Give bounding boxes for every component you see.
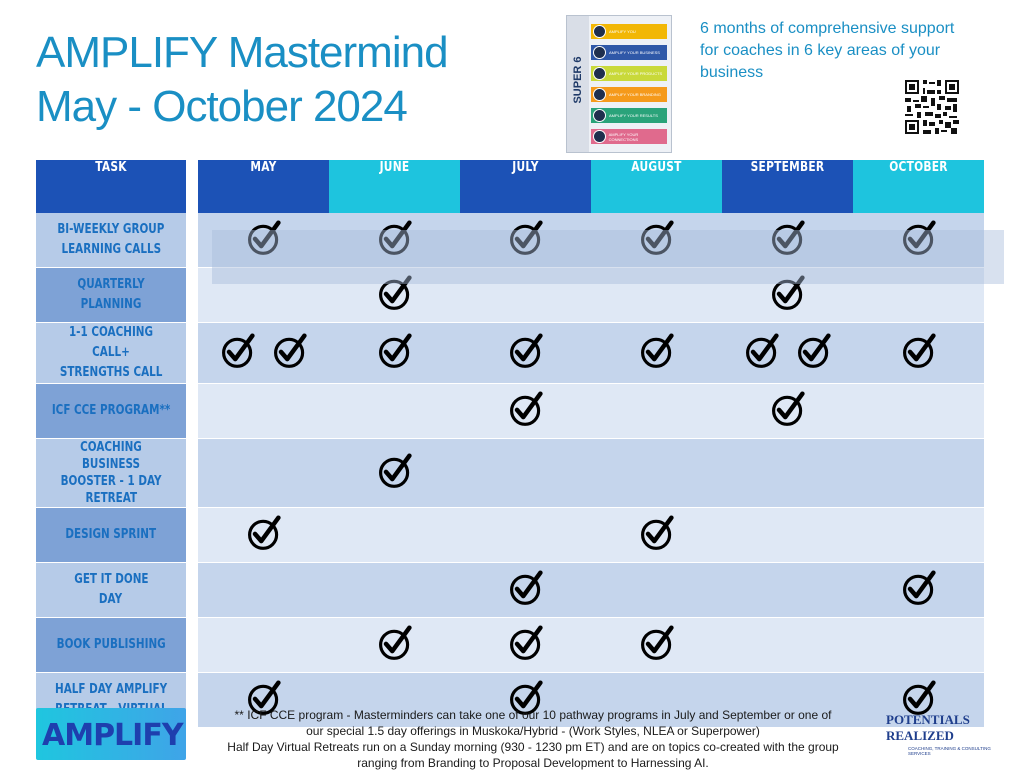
schedule-cell (198, 618, 329, 673)
schedule-cell (591, 323, 722, 384)
task-header-cell (36, 160, 186, 213)
book-band (591, 66, 667, 81)
schedule-cell (460, 384, 591, 439)
brand-name: POTENTIALS REALIZED (886, 712, 970, 743)
band-label: AMPLIFY YOUR BRANDING (609, 92, 661, 97)
check-icon (796, 333, 832, 369)
task-label-line: PLANNING (80, 297, 142, 312)
month-header-row (36, 160, 984, 213)
task-label-line: BOOK PUBLISHING (56, 637, 166, 652)
title-line-2: May - October 2024 (36, 82, 407, 131)
task-label-cell (36, 384, 186, 439)
task-label-line: BOOSTER - 1 DAY (60, 474, 162, 489)
schedule-cell (329, 508, 460, 563)
schedule-cell (591, 384, 722, 439)
check-icon (744, 333, 780, 369)
task-label-cell (36, 268, 186, 323)
check-icon (901, 570, 937, 606)
schedule-cell (460, 323, 591, 384)
table-row (36, 508, 984, 563)
amplify-logo (36, 708, 186, 760)
task-label-line: STRENGTHS CALL (59, 365, 163, 380)
schedule-cell (722, 439, 853, 508)
month-header-cell (722, 160, 853, 213)
band-label: AMPLIFY YOU (609, 29, 636, 34)
book-band (591, 45, 667, 60)
task-label-cell (36, 323, 186, 384)
book-spine-text: SUPER 6 (572, 56, 584, 104)
schedule-cell (198, 563, 329, 618)
highlight-overlay (212, 230, 1004, 284)
task-label-cell (36, 439, 186, 508)
schedule-cell (591, 563, 722, 618)
footnote-line-2: our special 1.5 day offerings in Muskoka/Hybrid - (Work Styles, NLEA or Superpower) (306, 724, 760, 738)
task-label-line: BI-WEEKLY GROUP (57, 222, 165, 237)
check-icon (272, 333, 308, 369)
task-header: TASK (95, 160, 127, 175)
amplify-logo-text: AMPLIFY (42, 718, 183, 753)
schedule-cell (853, 384, 984, 439)
column-gap (186, 384, 198, 439)
brand-subtitle: COACHING, TRAINING & CONSULTING SERVICES (908, 746, 991, 756)
band-dot-icon (593, 130, 606, 143)
task-label-cell (36, 508, 186, 563)
month-header-cell (591, 160, 722, 213)
footnote (196, 707, 870, 771)
schedule-cell (853, 563, 984, 618)
schedule-cell (329, 323, 460, 384)
table-row (36, 563, 984, 618)
schedule-cell (460, 439, 591, 508)
column-gap (186, 508, 198, 563)
table-row (36, 323, 984, 384)
schedule-cell (853, 618, 984, 673)
column-gap (186, 160, 198, 213)
schedule-cell (722, 384, 853, 439)
schedule-cell (722, 563, 853, 618)
table-row (36, 439, 984, 508)
task-label-cell (36, 213, 186, 268)
band-dot-icon (593, 88, 606, 101)
column-gap (186, 618, 198, 673)
table-row (36, 618, 984, 673)
task-label-line: GET IT DONE (73, 572, 149, 587)
schedule-cell (853, 439, 984, 508)
qr-code[interactable] (903, 78, 961, 136)
check-icon (901, 680, 937, 716)
check-icon (377, 453, 413, 489)
schedule-cell (198, 439, 329, 508)
task-label-cell (36, 563, 186, 618)
band-dot-icon (593, 67, 606, 80)
column-gap (186, 268, 198, 323)
task-label-cell (36, 618, 186, 673)
footnote-line-1: ** ICF CCE program - Masterminders can take one of our 10 pathway programs in July and September or one of (234, 708, 832, 722)
page-title (36, 26, 448, 134)
month-header: JUNE (379, 160, 410, 175)
book-spine (567, 16, 589, 152)
schedule-cell (460, 618, 591, 673)
super-6-book-cover (566, 15, 672, 153)
table-row (36, 384, 984, 439)
check-icon (901, 333, 937, 369)
footnote-line-4: ranging from Branding to Proposal Development to Harnessing AI. (357, 756, 709, 770)
schedule-cell (591, 439, 722, 508)
book-band (591, 129, 667, 144)
month-header: MAY (250, 160, 277, 175)
schedule-cell (722, 508, 853, 563)
month-header-cell (329, 160, 460, 213)
band-label: AMPLIFY YOUR CONNECTIONS (608, 131, 639, 142)
title-line-1: AMPLIFY Mastermind (36, 28, 448, 77)
month-header: JULY (512, 160, 539, 175)
schedule-cell (460, 508, 591, 563)
check-icon (246, 515, 282, 551)
month-header: SEPTEMBER (750, 160, 825, 175)
check-icon (377, 625, 413, 661)
task-label-line: DESIGN SPRINT (65, 527, 157, 542)
check-icon (770, 391, 806, 427)
band-label: AMPLIFY YOUR PRODUCTS (609, 71, 663, 76)
month-header: OCTOBER (889, 160, 948, 175)
month-header-cell (853, 160, 984, 213)
task-label-line: HALF DAY AMPLIFY (54, 682, 168, 697)
schedule-cell (853, 323, 984, 384)
check-icon (508, 333, 544, 369)
band-label: AMPLIFY YOUR RESULTS (609, 113, 658, 118)
column-gap (186, 439, 198, 508)
schedule-cell (460, 563, 591, 618)
column-gap (186, 563, 198, 618)
check-icon (508, 570, 544, 606)
schedule-cell (198, 384, 329, 439)
schedule-cell (198, 508, 329, 563)
column-gap (186, 213, 198, 268)
task-label-line: LEARNING CALLS (61, 242, 161, 257)
band-dot-icon (593, 109, 606, 122)
check-icon (508, 391, 544, 427)
column-gap (186, 323, 198, 384)
check-icon (508, 625, 544, 661)
check-icon (639, 515, 675, 551)
task-label-line: RETREAT (85, 491, 137, 506)
month-header-cell (198, 160, 329, 213)
footnote-line-3: Half Day Virtual Retreats run on a Sunday morning (930 - 1230 pm ET) and are on topics co-created with the group (227, 740, 839, 754)
potentials-realized-logo (886, 712, 1006, 756)
schedule-cell (329, 563, 460, 618)
schedule-cell (329, 384, 460, 439)
book-band (591, 87, 667, 102)
month-header-cell (460, 160, 591, 213)
task-label-line: DAY (99, 592, 123, 607)
check-icon (377, 333, 413, 369)
band-label: AMPLIFY YOUR BUSINESS (609, 50, 660, 55)
schedule-cell (329, 439, 460, 508)
tagline: 6 months of comprehensive support for coaches in 6 key areas of your business (700, 20, 955, 81)
task-label-line: COACHING BUSINESS (80, 440, 142, 472)
schedule-cell (198, 323, 329, 384)
task-label-line: 1-1 COACHING CALL+ (68, 325, 154, 360)
task-label-line: ICF CCE PROGRAM** (51, 403, 171, 418)
check-icon (639, 333, 675, 369)
schedule-cell (591, 618, 722, 673)
check-icon (639, 625, 675, 661)
book-band (591, 108, 667, 123)
book-band (591, 24, 667, 39)
schedule-cell (722, 618, 853, 673)
schedule-cell (591, 508, 722, 563)
month-header: AUGUST (631, 160, 682, 175)
check-icon (220, 333, 256, 369)
band-dot-icon (593, 46, 606, 59)
task-label-line: QUARTERLY (77, 277, 145, 292)
schedule-cell (853, 508, 984, 563)
schedule-cell (722, 323, 853, 384)
schedule-cell (329, 618, 460, 673)
band-dot-icon (593, 25, 606, 38)
